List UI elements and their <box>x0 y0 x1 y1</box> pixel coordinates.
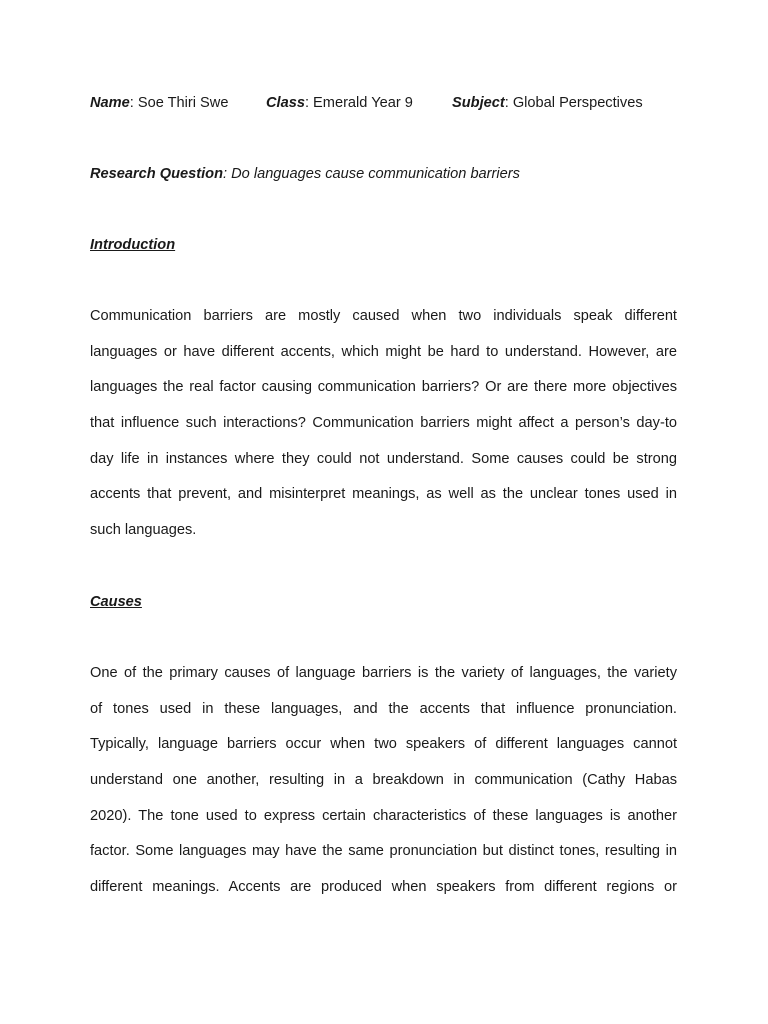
introduction-paragraph <box>90 305 677 555</box>
subject-label: Subject <box>452 95 505 111</box>
paragraph-line: that influence such interactions? Communication barriers might affect a person’s day-to <box>90 415 677 432</box>
subject-value: : Global Perspectives <box>504 95 643 111</box>
paragraph-line: languages or have different accents, which might be hard to understand. However, are <box>90 343 677 360</box>
paragraph-line: day life in instances where they could not understand. Some causes could be strong <box>90 450 677 467</box>
causes-paragraph <box>90 662 677 912</box>
class-value: : Emerald Year 9 <box>304 95 413 111</box>
paragraph-line: factor. Some languages may have the same pronunciation but distinct tones, resulting in <box>90 843 677 860</box>
section-heading-introduction: Introduction <box>90 237 176 253</box>
name-value: : Soe Thiri Swe <box>129 95 229 111</box>
section-heading-causes: Causes <box>90 594 142 610</box>
paragraph-line: One of the primary causes of language barriers is the variety of languages, the variety <box>90 665 677 681</box>
research-question-text: : Do languages cause communication barriers <box>223 166 520 182</box>
paragraph-line: different meanings. Accents are produced when speakers from different regions or <box>90 879 677 896</box>
paragraph-line: languages the real factor causing communication barriers? Or are there more objectives <box>90 379 677 396</box>
student-name-field <box>90 92 228 114</box>
class-field <box>266 92 413 114</box>
research-question-label: Research Question <box>90 166 224 182</box>
class-label: Class <box>266 95 305 111</box>
paragraph-line: understand one another, resulting in a breakdown in communication (Cathy Habas <box>90 772 677 789</box>
header-info <box>90 92 690 114</box>
subject-field <box>452 92 643 114</box>
paragraph-line: Typically, language barriers occur when two speakers of different languages cannot <box>90 736 677 753</box>
paragraph-line: accents that prevent, and misinterpret meanings, as well as the unclear tones used in <box>90 486 677 503</box>
paragraph-line: of tones used in these languages, and the accents that influence pronunciation. <box>90 700 677 717</box>
research-question <box>90 163 690 185</box>
paragraph-line: 2020). The tone used to express certain characteristics of these languages is another <box>90 807 677 824</box>
name-label: Name <box>90 95 130 111</box>
paragraph-line: Communication barriers are mostly caused when two individuals speak different <box>90 308 677 324</box>
paragraph-line: such languages. <box>90 522 197 539</box>
